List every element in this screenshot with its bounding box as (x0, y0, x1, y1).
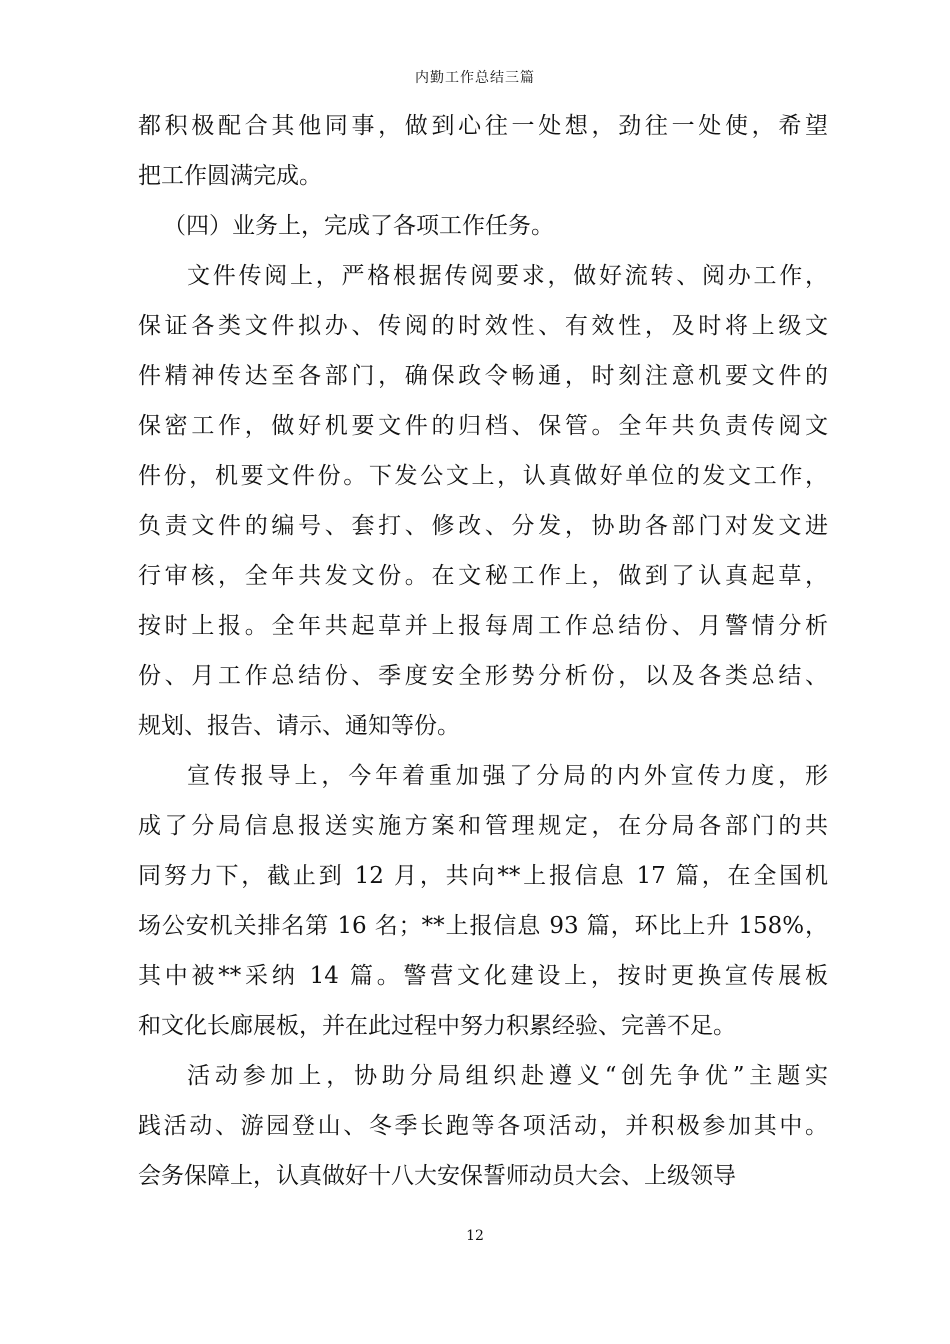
text-line: 规划、报告、请示、通知等份。 (138, 713, 460, 739)
text-line: 份、月工作总结份、季度安全形势分析份，以及各类总结、 (138, 663, 828, 689)
text-line: 负责文件的编号、套打、修改、分发，协助各部门对发文进 (138, 513, 828, 539)
text-line: 活动参加上，协助分局组织赴遵义“创先争优”主题实 (187, 1063, 828, 1089)
text-line: 保密工作，做好机要文件的归档、保管。全年共负责传阅文 (138, 413, 828, 439)
page-header-title: 内勤工作总结三篇 (415, 70, 535, 86)
section-heading: （四）业务上，完成了各项工作任务。 (163, 213, 554, 239)
text-line: 文件传阅上，严格根据传阅要求，做好流转、阅办工作， (187, 263, 828, 289)
text-line: 会务保障上，认真做好十八大安保誓师动员大会、上级领导 (138, 1163, 736, 1189)
text-line: 同努力下，截止到 12 月，共向**上报信息 17 篇，在全国机 (138, 863, 828, 889)
text-line: 成了分局信息报送实施方案和管理规定，在分局各部门的共 (138, 813, 828, 839)
text-line: 行审核，全年共发文份。在文秘工作上，做到了认真起草， (138, 563, 828, 589)
text-line: 件份，机要文件份。下发公文上，认真做好单位的发文工作， (138, 463, 828, 489)
text-line: 和文化长廊展板，并在此过程中努力积累经验、完善不足。 (138, 1013, 736, 1039)
text-line: 件精神传达至各部门，确保政令畅通，时刻注意机要文件的 (138, 363, 828, 389)
text-line: 把工作圆满完成。 (138, 163, 322, 189)
text-line: 场公安机关排名第 16 名；**上报信息 93 篇，环比上升 158%， (138, 913, 828, 939)
text-line: 宣传报导上，今年着重加强了分局的内外宣传力度，形 (187, 763, 828, 789)
text-line: 其中被**采纳 14 篇。警营文化建设上，按时更换宣传展板 (138, 963, 828, 989)
text-line: 按时上报。全年共起草并上报每周工作总结份、月警情分析 (138, 613, 828, 639)
page-number: 12 (466, 1228, 484, 1244)
text-line: 践活动、游园登山、冬季长跑等各项活动，并积极参加其中。 (138, 1113, 828, 1139)
text-line: 保证各类文件拟办、传阅的时效性、有效性，及时将上级文 (138, 313, 828, 339)
text-line: 都积极配合其他同事，做到心往一处想，劲往一处使，希望 (138, 113, 828, 139)
